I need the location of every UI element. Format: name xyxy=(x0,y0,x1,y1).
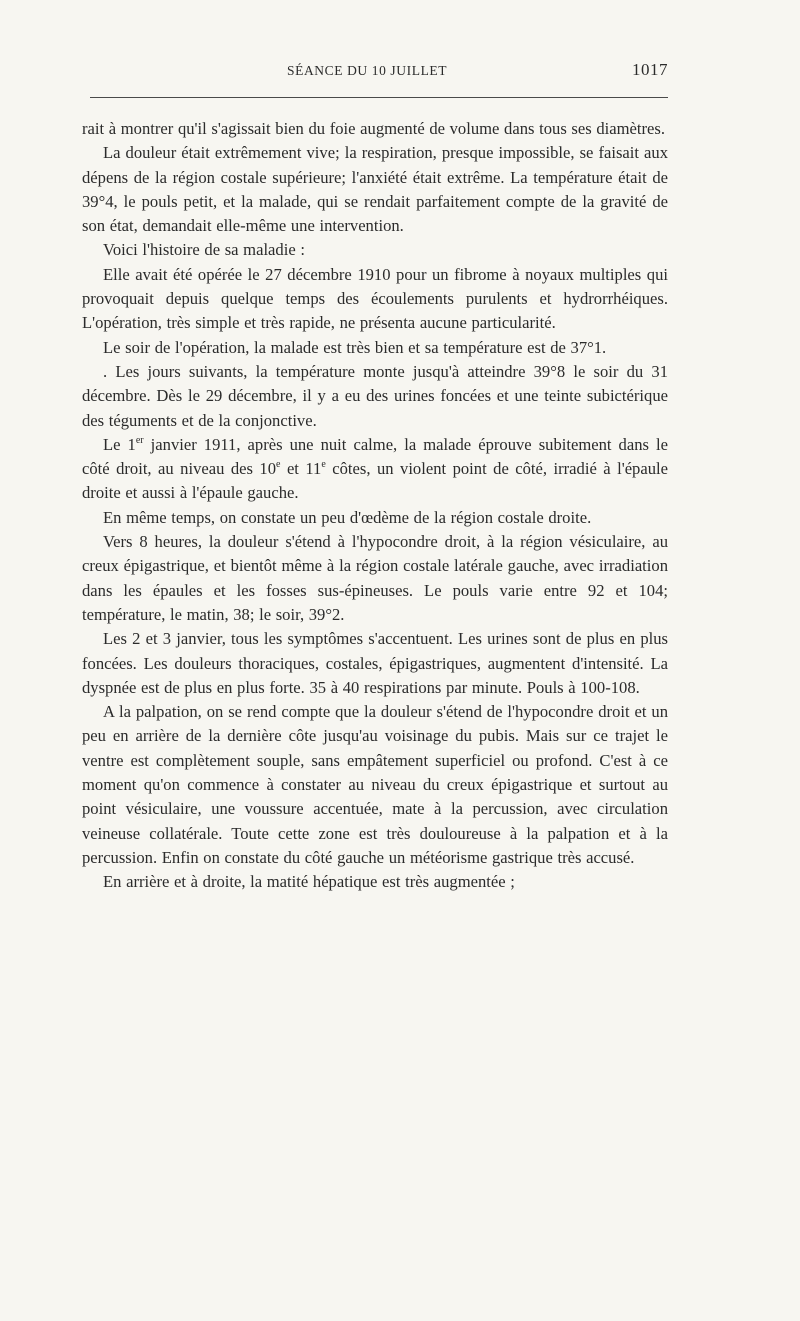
text-run: Le 1 xyxy=(103,434,136,454)
paragraph: . Les jours suivants, la température monte jusqu'à atteindre 39°8 le soir du 31 décembre. Dès le 29 décembre, il y a eu des urines foncées et une teinte subictérique des téguments et de la conjonctive. xyxy=(82,361,668,430)
text-run: janvier 1911, après une nuit calme, la malade éprouve subitement dans le côté droit, au niveau des 10 xyxy=(82,434,668,479)
paragraph: En même temps, on constate un peu d'œdème de la région costale droite. xyxy=(103,507,592,527)
superscript: e xyxy=(276,459,281,471)
running-title: SÉANCE DU 10 JUILLET xyxy=(287,63,448,78)
page-number: 1017 xyxy=(632,60,668,79)
document-page xyxy=(82,58,668,892)
paragraph: En arrière et à droite, la matité hépatique est très augmentée ; xyxy=(103,872,515,892)
paragraph xyxy=(82,433,668,506)
paragraph: La douleur était extrêmement vive; la respiration, presque impossible, se faisait aux dépens de la région costale supérieure; l'anxiété était extrême. La température était de 39°4, le pouls petit, et la malade, qui se rendait parfaitement compte de la gravité de son état, demandait elle-même une intervention. xyxy=(82,143,668,236)
text-run: côtes, un violent point de côté, irradié à l'épaule droite et aussi à l'épaule gauche. xyxy=(82,459,668,503)
paragraph: A la palpation, on se rend compte que la douleur s'étend de l'hypocondre droit et un peu en arrière de la dernière côte jusqu'au voisinage du pubis. Mais sur ce trajet le ventre est complètement souple, sans empâtement superficiel ou profond. C'est à ce moment qu'on commence à constater au niveau du creux épigastrique et surtout au point vésiculaire, une voussure accentuée, mate à la percussion, avec circulation veineuse collatérale. Toute cette zone est très douloureuse à la palpation et à la percussion. Enfin on constate du côté gauche un météorisme gastrique très accusé. xyxy=(82,702,668,867)
text-run: et 11 xyxy=(280,459,322,479)
paragraph: Vers 8 heures, la douleur s'étend à l'hypocondre droit, à la région vésiculaire, au creux épigastrique, et bientôt même à la région costale latérale gauche, avec irradiation dans les épaules et les fosses sus-épineuses. Le pouls varie entre 92 et 104; température, le matin, 38; le soir, 39°2. xyxy=(82,532,668,624)
paragraph: Le soir de l'opération, la malade est très bien et sa température est de 37°1. xyxy=(103,337,607,357)
paragraph: Elle avait été opérée le 27 décembre 1910 pour un fibrome à noyaux multiples qui provoquait depuis quelque temps des écoulements purulents et hydrorrhéiques. L'opération, très simple et très rapide, ne présenta aucune particularité. xyxy=(82,264,668,333)
superscript: e xyxy=(321,459,326,471)
superscript: er xyxy=(135,434,144,446)
body-text xyxy=(82,117,668,895)
paragraph: Les 2 et 3 janvier, tous les symptômes s'accentuent. Les urines sont de plus en plus foncées. Les douleurs thoraciques, costales, épigastriques, augmentent d'intensité. La dyspnée est de plus en plus forte. 35 à 40 respirations par minute. Pouls à 100-108. xyxy=(82,629,668,697)
page-header xyxy=(82,58,668,86)
header-rule xyxy=(90,97,668,98)
paragraph: rait à montrer qu'il s'agissait bien du foie augmenté de volume dans tous ses diamètres. xyxy=(82,119,666,138)
paragraph: Voici l'histoire de sa maladie : xyxy=(103,240,305,260)
